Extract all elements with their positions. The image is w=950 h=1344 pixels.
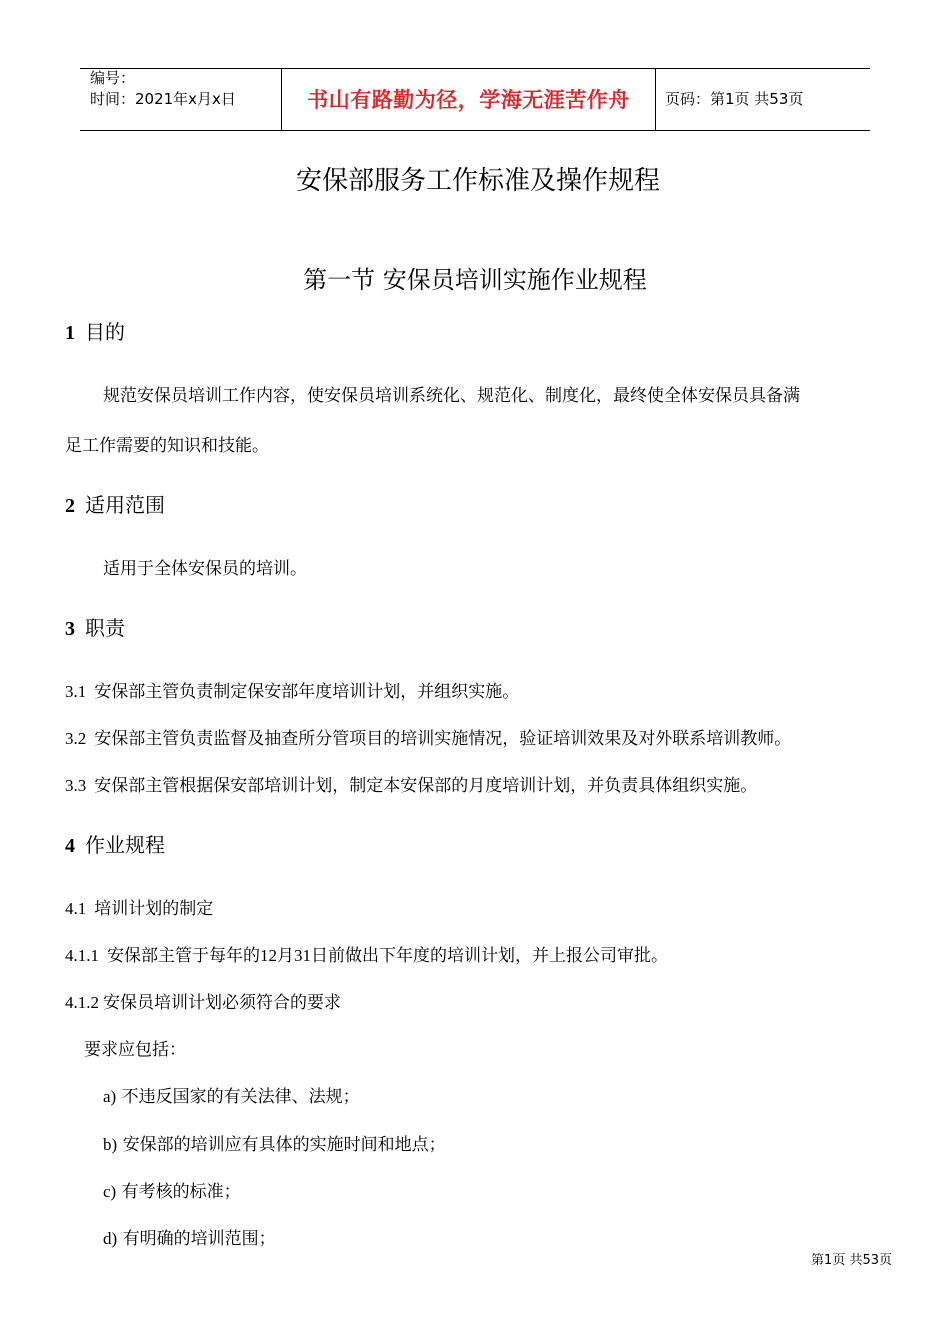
document-title: 安保部服务工作标准及操作规程 xyxy=(295,166,660,196)
clause-text: 安保部主管根据保安部培训计划，制定本安保部的月度培训计划，并负责具体组织实施。 xyxy=(94,776,758,796)
heading-text: 职责 xyxy=(85,616,125,640)
heading-responsibilities xyxy=(65,612,125,641)
clause-text: 安保员培训计划必须符合的要求 xyxy=(103,993,341,1013)
clause-number: 4.1.2 xyxy=(65,993,99,1012)
section-title: 第一节 安保员培训实施作业规程 xyxy=(303,266,647,294)
clause-number: 4.1.1 xyxy=(65,946,99,965)
header-number-label: 编号： xyxy=(90,69,136,87)
requirement-text: 不违反国家的有关法律、法规； xyxy=(121,1087,360,1107)
heading-number: 3 xyxy=(65,618,75,640)
header-bottom-rule xyxy=(80,130,870,131)
clause-number: 3.1 xyxy=(65,682,87,701)
heading-scope xyxy=(65,489,165,518)
heading-purpose xyxy=(65,316,125,345)
purpose-body-line-1: 规范安保员培训工作内容，使安保员培训系统化、规范化、制度化，最终使全体安保员具备满 xyxy=(103,386,800,406)
clause-4-1 xyxy=(65,894,213,919)
requirement-item xyxy=(103,1224,276,1249)
header-meta xyxy=(90,68,236,110)
requirement-text: 有考核的标准； xyxy=(121,1182,241,1202)
header-time-label: 时间：2021年x月x日 xyxy=(90,90,236,108)
heading-text: 作业规程 xyxy=(85,833,165,857)
requirement-item xyxy=(103,1130,446,1155)
purpose-body-line-2: 足工作需要的知识和技能。 xyxy=(65,436,269,456)
header-motto: 书山有路勤为径，学海无涯苦作舟 xyxy=(307,88,630,112)
requirement-text: 有明确的培训范围； xyxy=(122,1229,276,1249)
clause-text-pre: 安保部主管于每年的 xyxy=(107,946,260,966)
requirement-item xyxy=(103,1177,241,1202)
requirement-text: 安保部的培训应有具体的实施时间和地点； xyxy=(122,1135,446,1155)
page-footer: 第1页 共53页 xyxy=(811,1253,892,1268)
clause-3-2 xyxy=(65,724,791,749)
heading-number: 1 xyxy=(65,322,75,344)
clause-3-3 xyxy=(65,771,757,796)
clause-text-post: 前做出下年度的培训计划，并上报公司审批。 xyxy=(328,946,668,966)
clause-text: 安保部主管负责制定保安部年度培训计划，并组织实施。 xyxy=(94,682,520,702)
clause-number: 3.3 xyxy=(65,776,87,795)
requirements-intro: 要求应包括： xyxy=(84,1040,186,1060)
heading-number: 2 xyxy=(65,495,75,517)
heading-text: 适用范围 xyxy=(85,493,165,517)
clause-number: 4.1 xyxy=(65,899,87,918)
header-divider-right xyxy=(655,68,656,131)
clause-number: 3.2 xyxy=(65,729,87,748)
heading-text: 目的 xyxy=(85,320,125,344)
clause-text: 培训计划的制定 xyxy=(94,899,214,919)
requirement-label: a) xyxy=(103,1087,117,1106)
clause-text: 安保部主管负责监督及抽查所分管项目的培训实施情况，验证培训效果及对外联系培训教师。 xyxy=(94,729,792,749)
clause-4-1-1 xyxy=(65,941,668,966)
header-page-info: 页码：第1页 共53页 xyxy=(665,90,804,108)
clause-4-1-2 xyxy=(65,988,341,1013)
requirement-label: c) xyxy=(103,1182,117,1201)
clause-date: 12月31日 xyxy=(260,946,328,965)
requirement-label: d) xyxy=(103,1229,118,1248)
requirement-item xyxy=(103,1082,360,1107)
requirement-label: b) xyxy=(103,1135,118,1154)
heading-number: 4 xyxy=(65,835,75,857)
clause-3-1 xyxy=(65,677,519,702)
scope-body: 适用于全体安保员的培训。 xyxy=(103,559,307,579)
heading-procedures xyxy=(65,829,165,858)
